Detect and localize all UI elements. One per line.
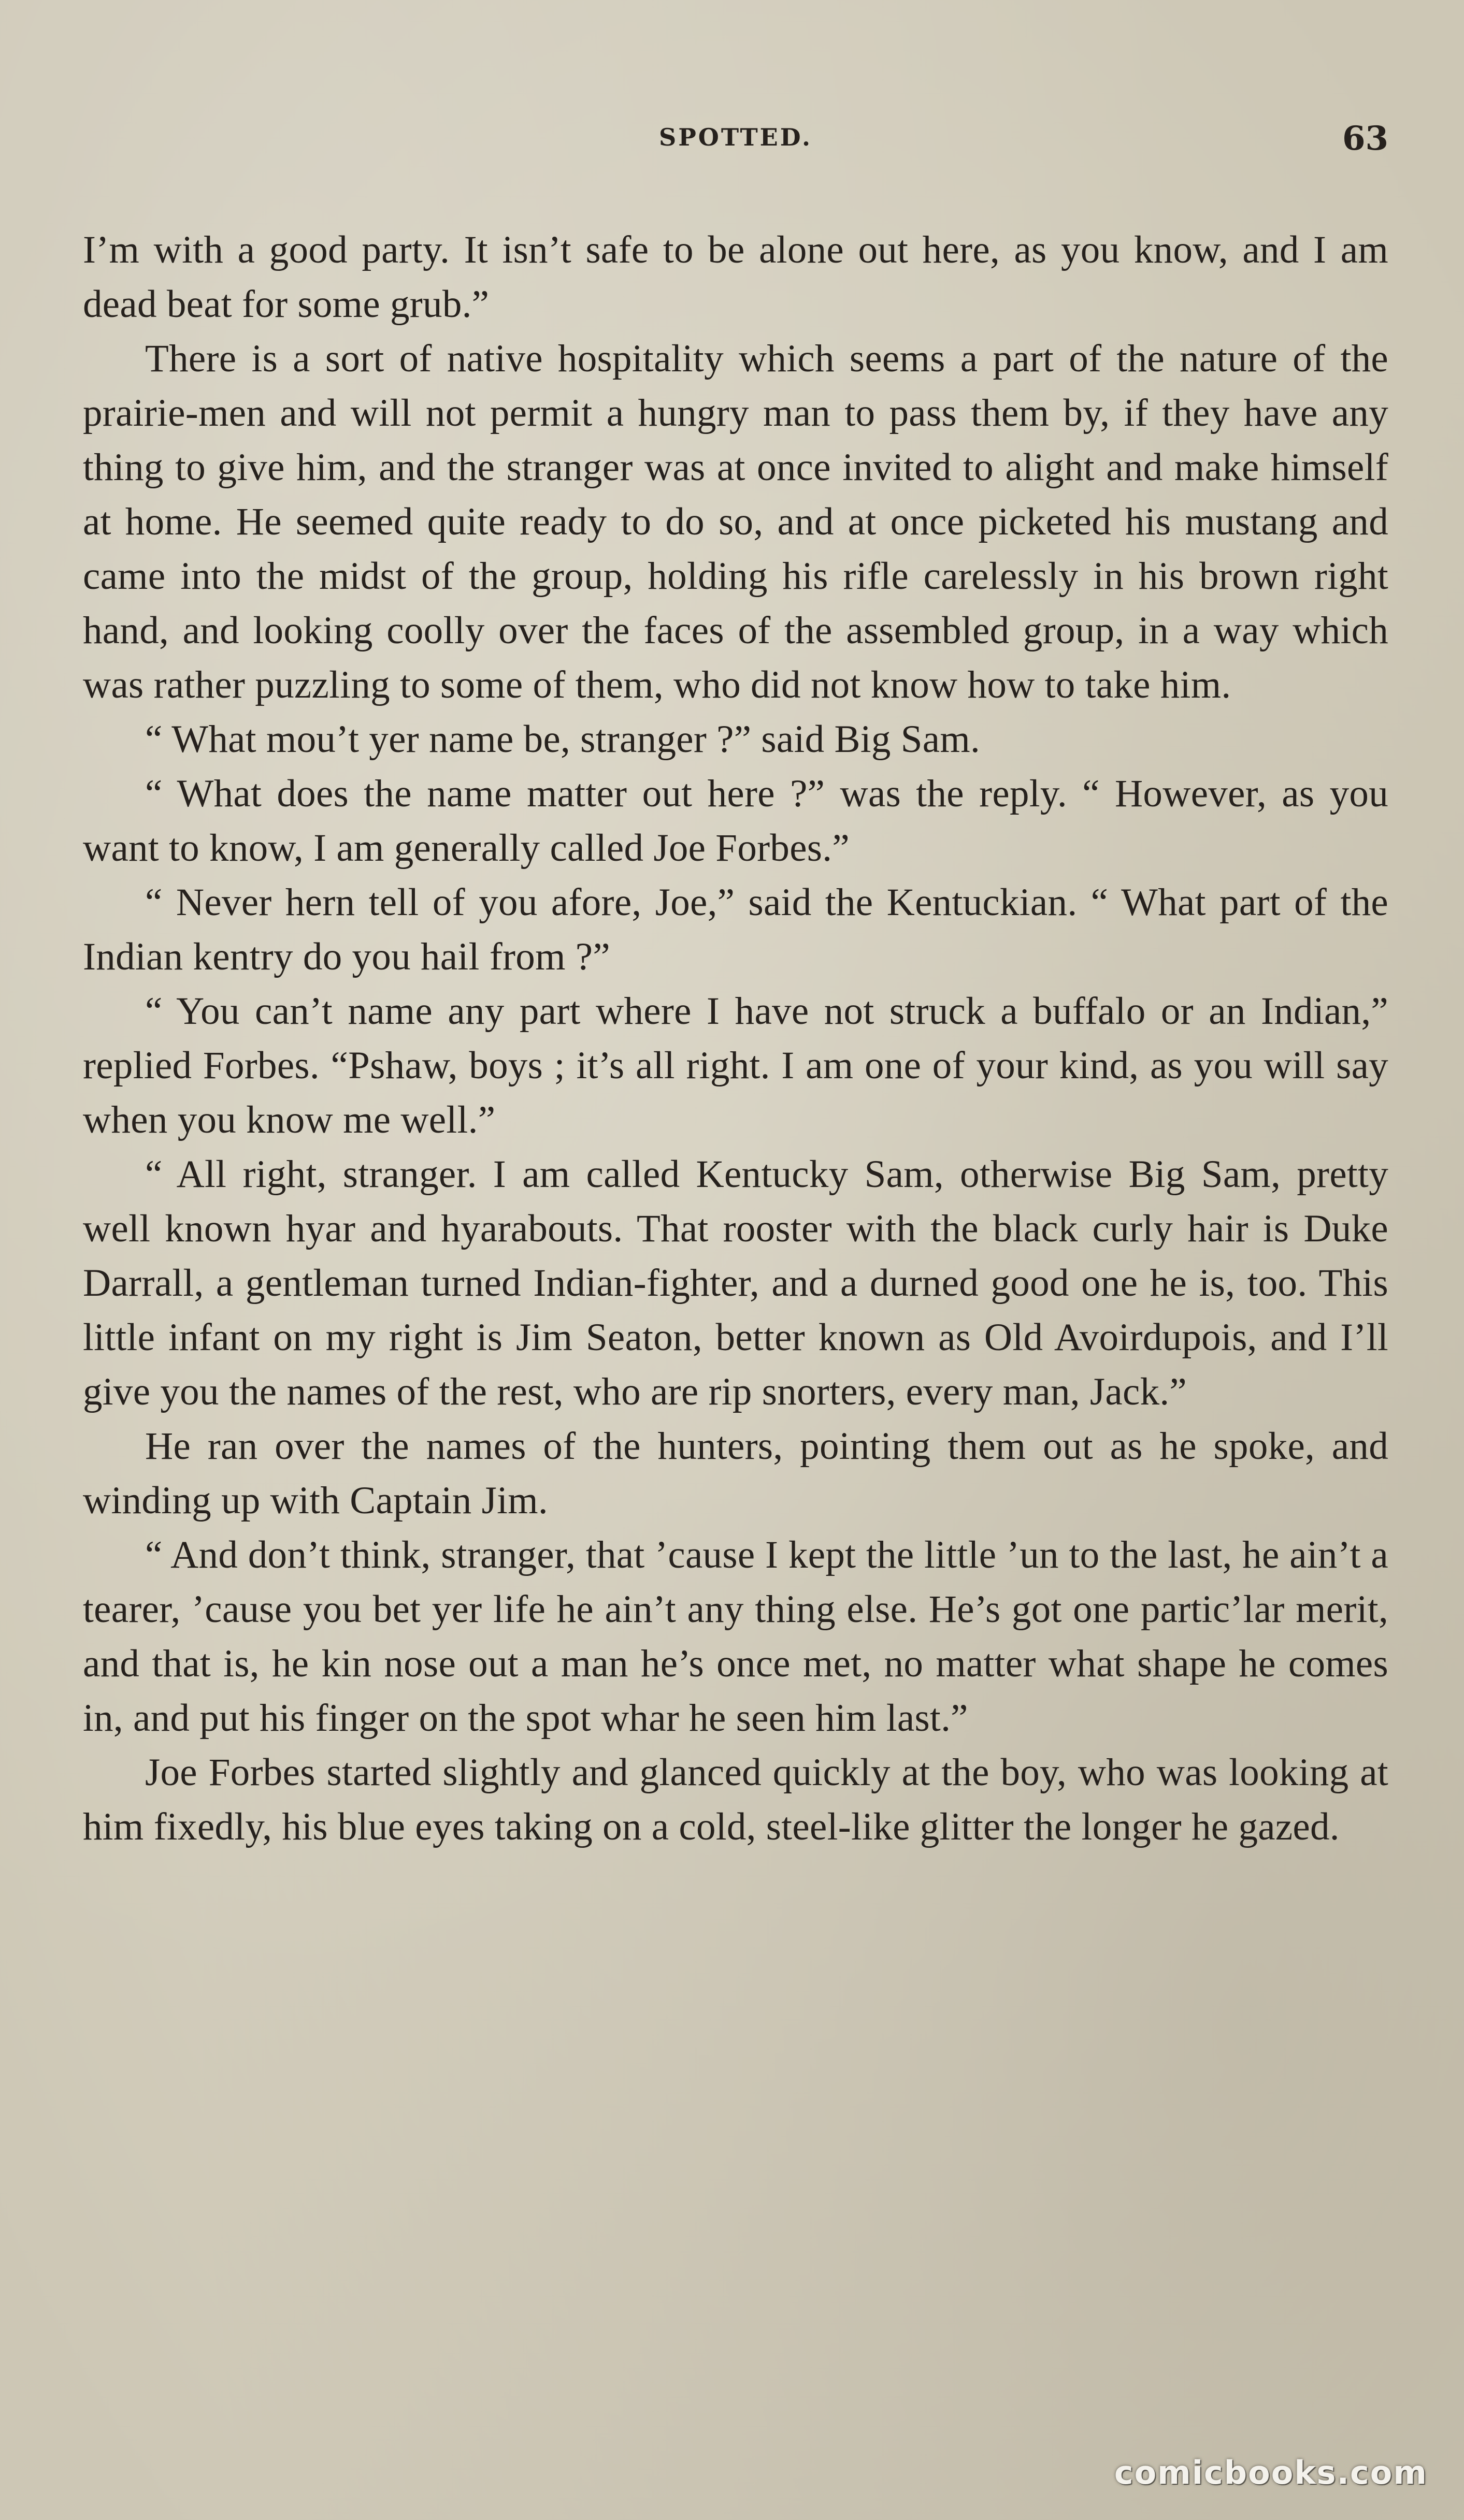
body-text — [83, 223, 1388, 1854]
paragraph: There is a sort of native hospitality which seems a part of the nature of the prairie-men and will not permit a hungry man to pass them by, if they have any thing to give him, and the stranger was at once invited to alight and make himself at home. He seemed quite ready to do so, and at once picketed his mustang and came into the midst of the group, holding his rifle carelessly in his brown right hand, and looking coolly over the faces of the assembled group, in a way which was rather puzzling to some of them, who did not know how to take him. — [83, 337, 1388, 706]
watermark: comicbooks.com — [1114, 2454, 1428, 2492]
paragraph: “ Never hern tell of you afore, Joe,” said the Kentuckian. “ What part of the Indian kentry do you hail from ?” — [83, 881, 1388, 978]
paragraph: I’m with a good party. It isn’t safe to be alone out here, as you know, and I am dead beat for some grub.” — [83, 228, 1388, 326]
paragraph: Joe Forbes started slightly and glanced quickly at the boy, who was looking at him fixedly, his blue eyes taking on a cold, steel-like glitter the longer he gazed. — [83, 1751, 1388, 1848]
paragraph: “ What does the name matter out here ?” was the reply. “ However, as you want to know, I am generally called Joe Forbes.” — [83, 772, 1388, 870]
paragraph: “ You can’t name any part where I have not struck a buffalo or an Indian,” replied Forbes. “Pshaw, boys ; it’s all right. I am one of your kind, as you will say when you know me well.” — [83, 990, 1388, 1141]
paragraph: “ What mou’t yer name be, stranger ?” said Big Sam. — [145, 718, 981, 761]
paragraph: “ All right, stranger. I am called Kentucky Sam, otherwise Big Sam, pretty well known hyar and hyarabouts. That rooster with the black curly hair is Duke Darrall, a gentleman turned Indian-fighter, and a durned good one he is, too. This little infant on my right is Jim Seaton, better known as Old Avoirdupois, and I’ll give you the names of the rest, who are rip snorters, every man, Jack.” — [83, 1153, 1388, 1413]
page-header — [83, 119, 1388, 176]
page-number: 63 — [1342, 119, 1388, 158]
paragraph: He ran over the names of the hunters, pointing them out as he spoke, and winding up with Captain Jim. — [83, 1425, 1388, 1522]
paragraph: “ And don’t think, stranger, that ’cause I kept the little ’un to the last, he ain’t a tearer, ’cause you bet yer life he ain’t any thing else. He’s got one partic’lar merit, and that is, he kin nose out a man he’s once met, no matter what shape he comes in, and put his finger on the spot whar he seen him last.” — [83, 1533, 1388, 1740]
running-head: SPOTTED. — [658, 123, 813, 151]
